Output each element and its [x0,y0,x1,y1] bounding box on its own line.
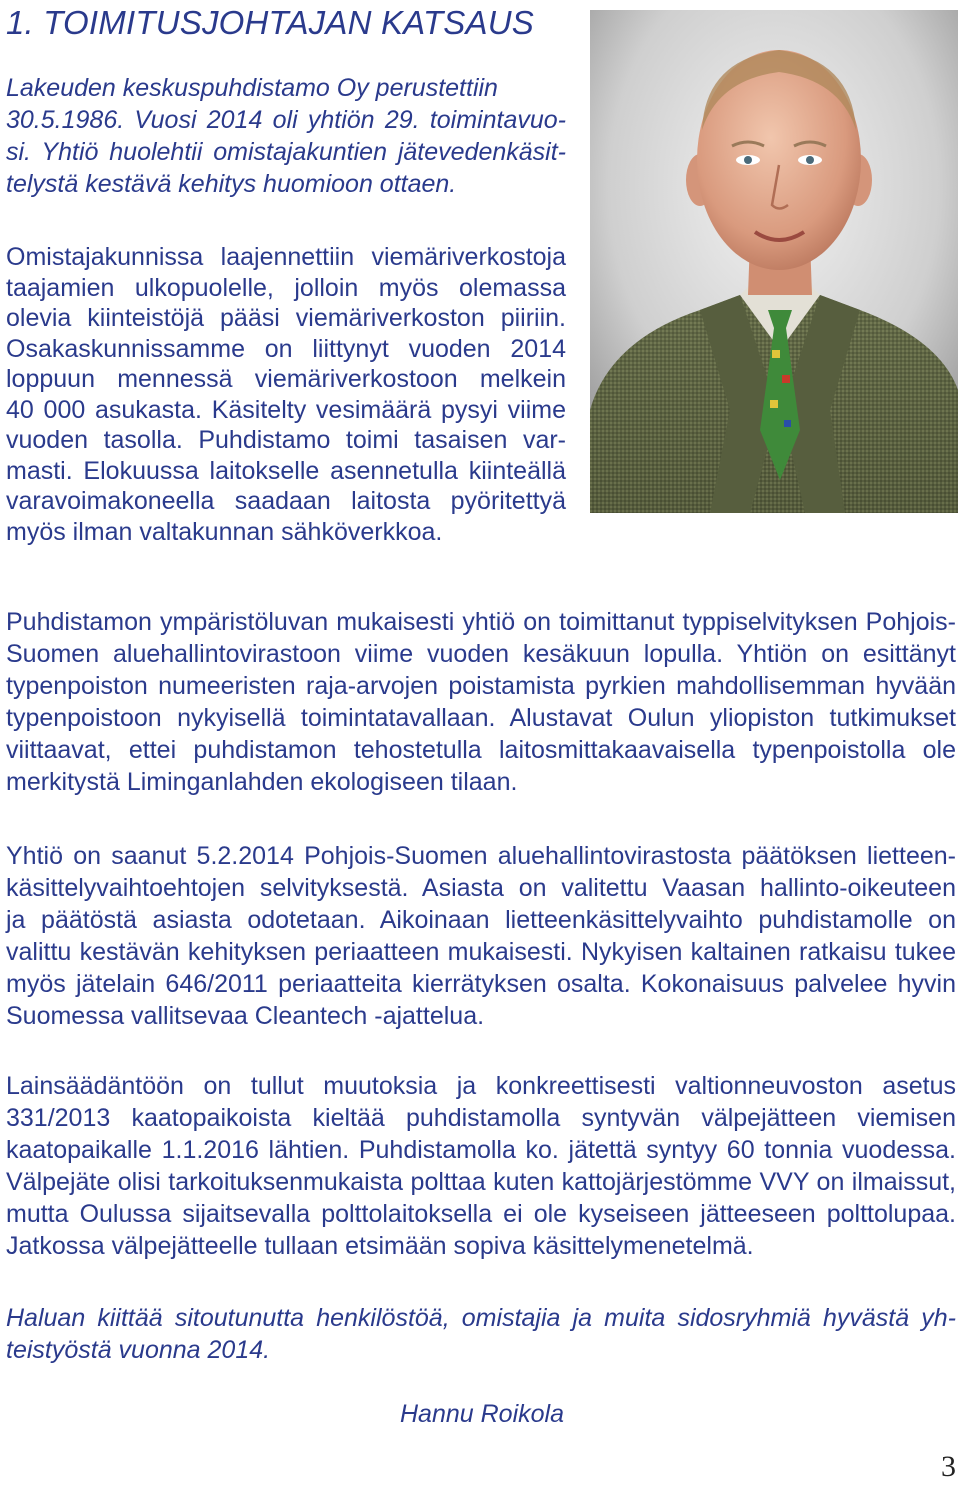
text-line: Suomen aluehallintovirastoon viime vuoden kesäkuun lopulla. Yhtiön on esittänyt [6,640,956,668]
paragraph-nitrogen-permit [6,606,956,798]
text-line: valittu kestävän kehityksen periaatteen mukaisesti. Nykyisen kaltainen ratkaisu tukee [6,938,956,966]
paragraph-sewer-network [6,242,566,547]
paragraph-closing-thanks [6,1302,956,1366]
text-line: käsittelyvaihtoehtojen selvityksestä. Asiasta on valitettu Vaasan hallinto-oikeuteen [6,874,956,902]
text-line: olevia kiinteistöjä pääsi viemäriverkoston piiriin. [6,304,566,332]
text-line: myös ilman valtakunnan sähköverkkoa. [6,517,443,546]
text-line: Omistajakunnissa laajennettiin viemäriverkostoja [6,243,566,271]
page-number: 3 [941,1450,956,1483]
text-line: telystä kestävä kehitys huomioon ottaen. [6,170,457,198]
text-line: kaatopaikalle 1.1.2016 lähtien. Puhdistamolla ko. jätettä syntyy 60 tonnia vuodessa. [6,1136,956,1164]
text-line: Suomessa vallitsevaa Cleantech -ajattelua. [6,1002,485,1030]
text-line: typenpoistoon nykyisellä toimintatavallaan. Alustavat Oulun yliopiston tutkimukset [6,704,956,732]
lead-paragraph [6,72,566,200]
text-line: vuoden tasolla. Puhdistamo toimi tasaisen var- [6,426,566,454]
text-line: 30.5.1986. Vuosi 2014 oli yhtiön 29. toimintavuo- [6,106,566,134]
text-line: teistyöstä vuonna 2014. [6,1336,271,1364]
text-line: viittaavat, ettei puhdistamon tehostetulla laitosmittakaavaisella typenpoistolla ole [6,736,956,764]
text-line: taajamien ulkopuolelle, jolloin myös olemassa [6,273,566,302]
text-line: Lainsäädäntöön on tullut muutoksia ja konkreettisesti valtionneuvoston asetus [6,1072,956,1100]
portrait-photo [590,10,958,513]
portrait-illustration [590,10,958,513]
text-line: Lakeuden keskuspuhdistamo Oy perustettiin [6,74,498,102]
paragraph-sludge-decision [6,840,956,1032]
text-line: si. Yhtiö huolehtii omistajakuntien jätevedenkäsit- [6,138,566,166]
text-line: Jatkossa välpejätteelle tullaan etsimään sopiva käsittelymenetelmä. [6,1232,754,1260]
text-line: 331/2013 kaatopaikoista kieltää puhdistamolla syntyvän välpejätteen viemisen [6,1104,956,1132]
paragraph-legislation [6,1070,956,1262]
text-line: Osakaskunnissamme on liittynyt vuoden 2014 [6,334,566,363]
text-line: Puhdistamon ympäristöluvan mukaisesti yhtiö on toimittanut typpiselvityksen Pohjois- [6,608,956,636]
text-line: typenpoiston numeeristen raja-arvojen poistamista pyrkien mahdollisemman hyvään [6,672,956,700]
page-heading: 1. TOIMITUSJOHTAJAN KATSAUS [6,4,534,41]
text-line: loppuun mennessä viemäriverkostoon melkein [6,365,566,393]
signature-name: Hannu Roikola [400,1400,564,1428]
text-line: varavoimakoneella saadaan laitosta pyöritettyä [6,487,566,515]
text-line: masti. Elokuussa laitokselle asennetulla kiinteällä [6,456,566,485]
text-line: mutta Oulussa sijaitsevalla polttolaitoksella ei ole kyseiseen jätteeseen polttolupaa. [6,1200,956,1228]
text-line: Yhtiö on saanut 5.2.2014 Pohjois-Suomen aluehallintovirastosta päätöksen lietteen- [6,842,956,870]
text-line: merkitystä Liminganlahden ekologiseen tilaan. [6,768,518,796]
text-line: Haluan kiittää sitoutunutta henkilöstöä, omistajia ja muita sidosryhmiä hyvästä yh- [6,1304,956,1332]
text-line: 40 000 asukasta. Käsitelty vesimäärä pysyi viime [6,395,566,424]
text-line: myös jätelain 646/2011 periaatteita kierrätyksen osalta. Kokonaisuus palvelee hyvin [6,970,956,998]
text-line: Välpejäte olisi tarkoituksenmukaista polttaa kuten kattojärjestömme VVY on ilmaissut, [6,1168,956,1196]
text-line: ja päätöstä asiasta odotetaan. Aikoinaan lietteenkäsittelyvaihto puhdistamolle on [6,906,956,934]
